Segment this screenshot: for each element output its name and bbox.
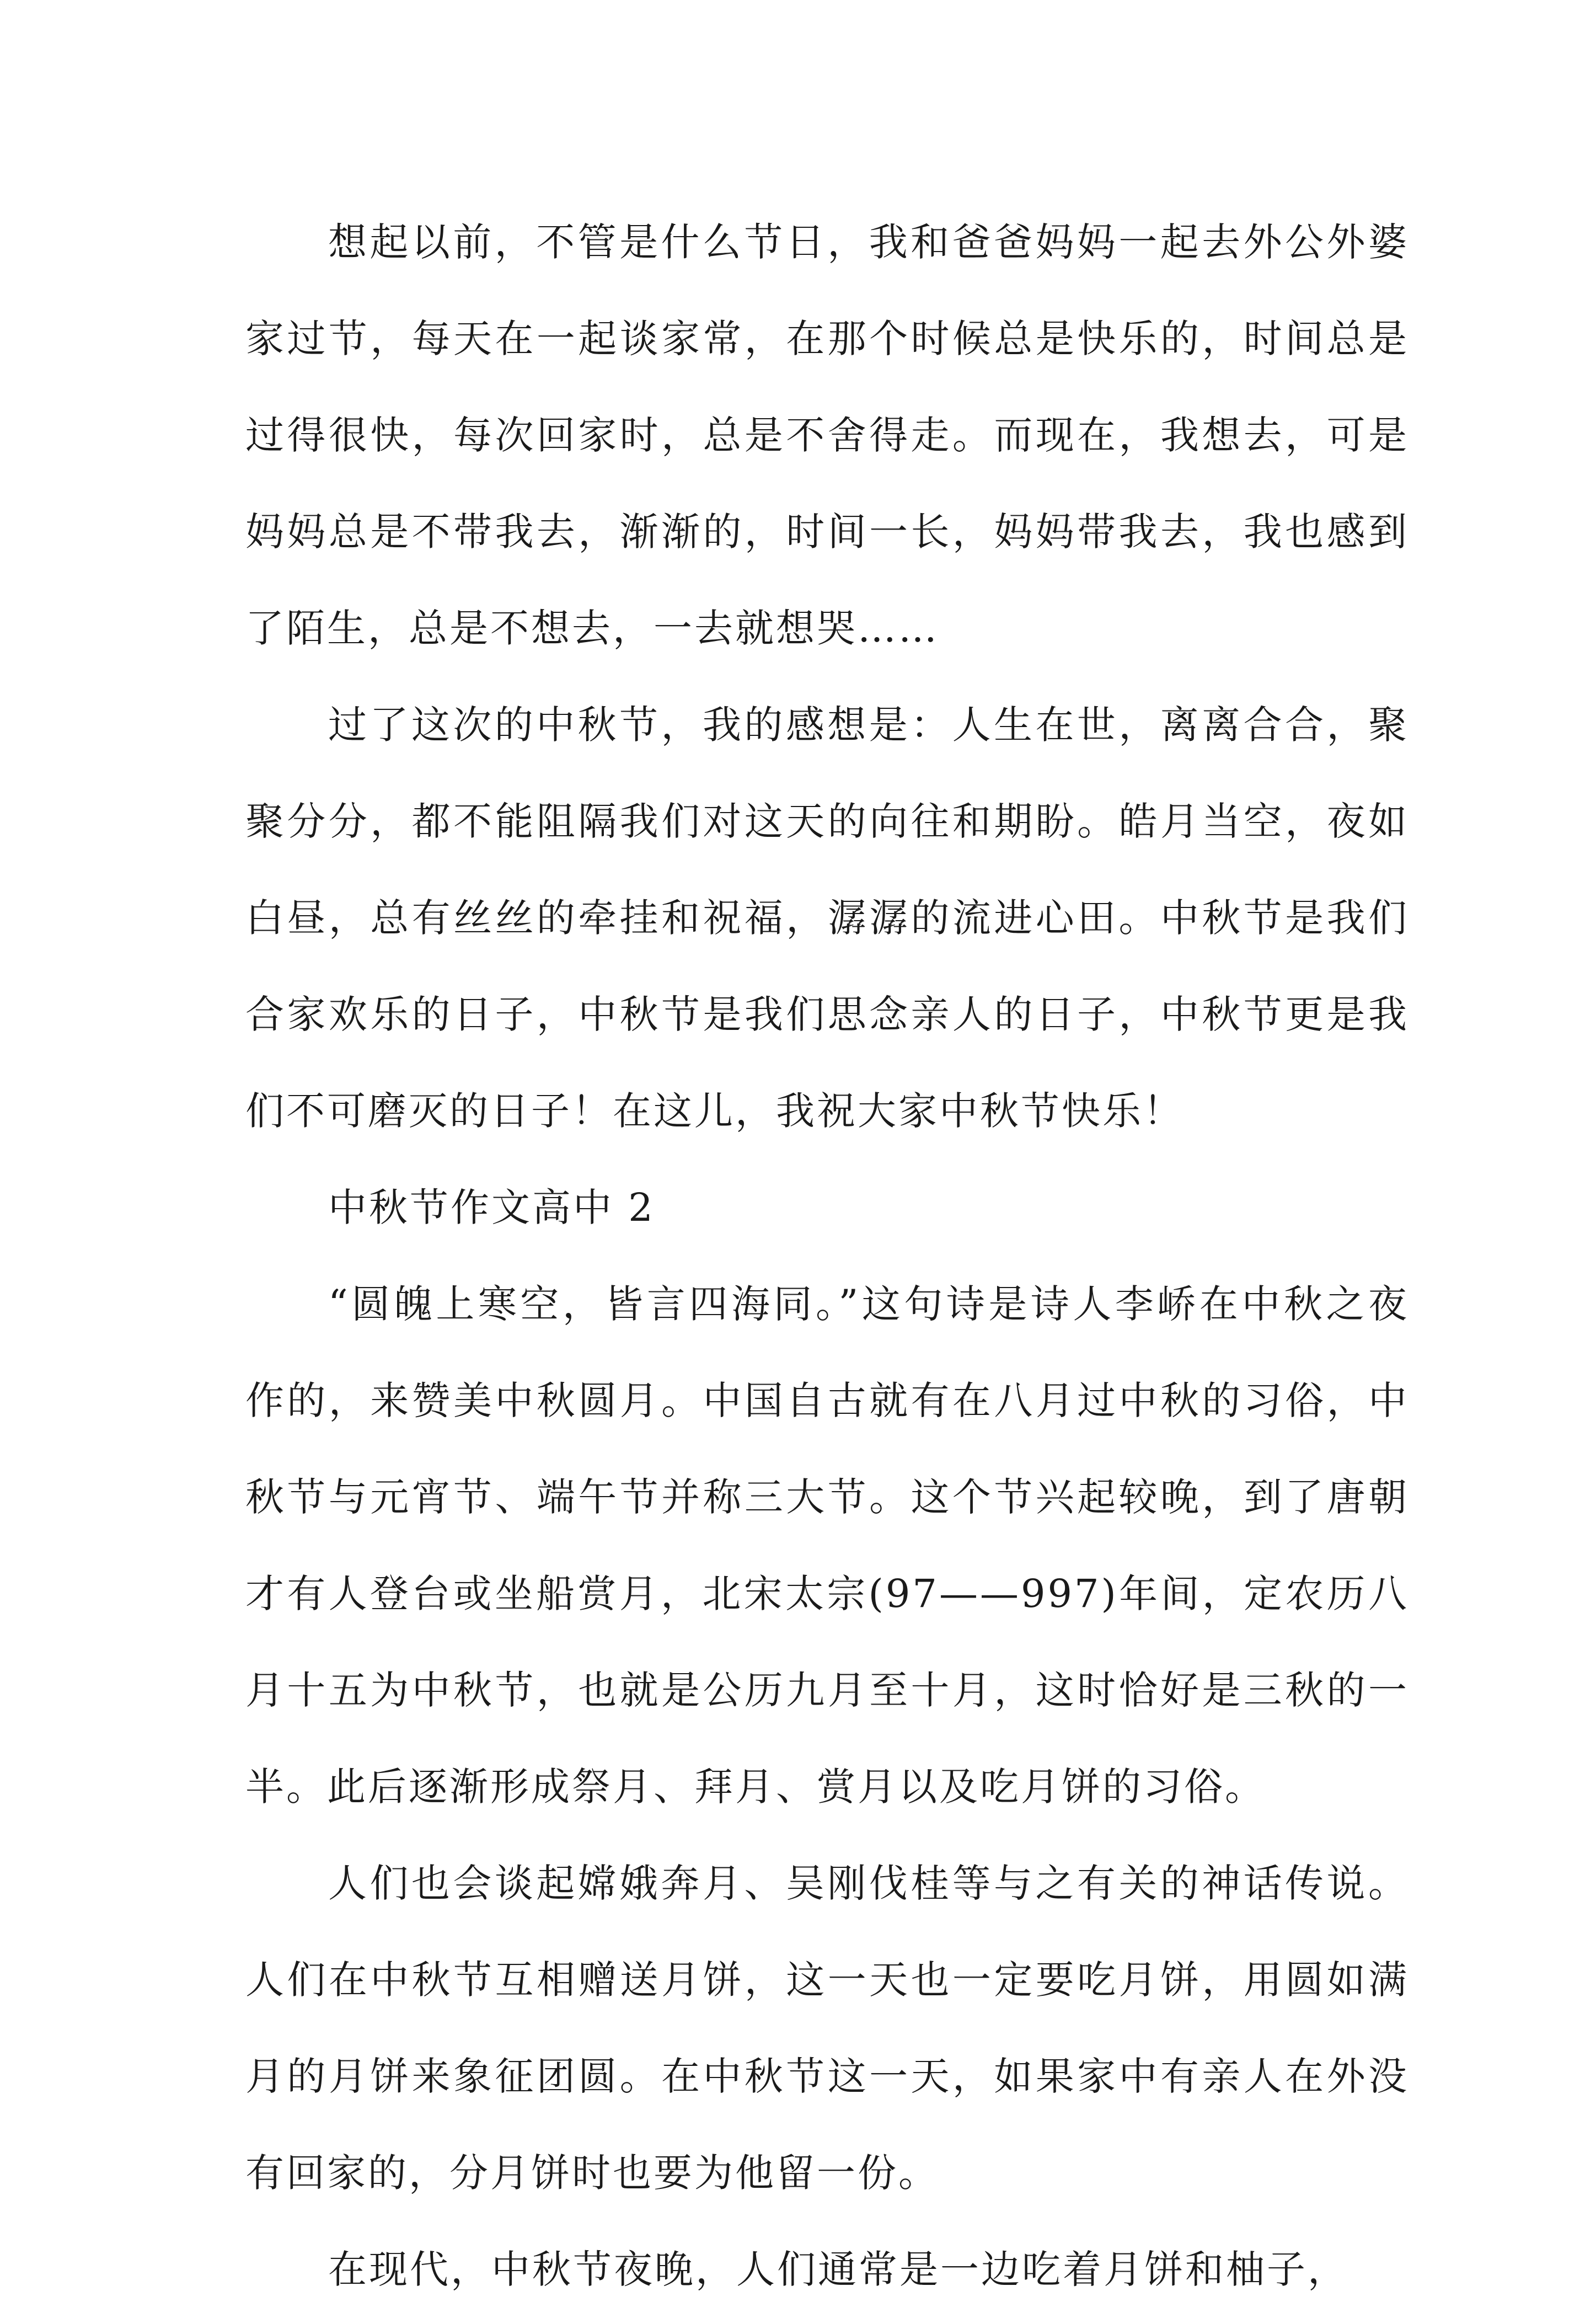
document-page xyxy=(245,194,1409,2318)
paragraph-reflection: 过了这次的中秋节，我的感想是：人生在世，离离合合，聚聚分分，都不能阻隔我们对这天的向往和期盼。皓月当空，夜如白昼，总有丝丝的牵挂和祝福，潺潺的流进心田。中秋节是我们合家欢乐的日子，中秋节是我们思念亲人的日子，中秋节更是我们不可磨灭的日子！在这儿，我祝大家中秋节快乐！ xyxy=(245,702,1409,1134)
section-title: 中秋节作文高中 2 xyxy=(328,1185,655,1230)
paragraph-legends: 人们也会谈起嫦娥奔月、吴刚伐桂等与之有关的神话传说。人们在中秋节互相赠送月饼，这一天也一定要吃月饼，用圆如满月的月饼来象征团圆。在中秋节这一天，如果家中有亲人在外没有回家的，分月饼时也要为他留一份。 xyxy=(245,1861,1409,2196)
paragraph-history: “圆魄上寒空，皆言四海同。”这句诗是诗人李峤在中秋之夜作的，来赞美中秋圆月。中国自古就有在八月过中秋的习俗，中秋节与元宵节、端午节并称三大节。这个节兴起较晚，到了唐朝才有人登台或坐船赏月，北宋太宗(97——997)年间，定农历八月十五为中秋节，也就是公历九月至十月，这时恰好是三秋的一半。此后逐渐形成祭月、拜月、赏月以及吃月饼的习俗。 xyxy=(245,1281,1409,1809)
paragraph-modern: 在现代，中秋节夜晚，人们通常是一边吃着月饼和柚子， xyxy=(328,2247,1348,2292)
paragraph-memories: 想起以前，不管是什么节日，我和爸爸妈妈一起去外公外婆家过节，每天在一起谈家常，在那个时候总是快乐的，时间总是过得很快，每次回家时，总是不舍得走。而现在，我想去，可是妈妈总是不带我去，渐渐的，时间一长，妈妈带我去，我也感到了陌生，总是不想去，一去就想哭…… xyxy=(245,220,1409,651)
